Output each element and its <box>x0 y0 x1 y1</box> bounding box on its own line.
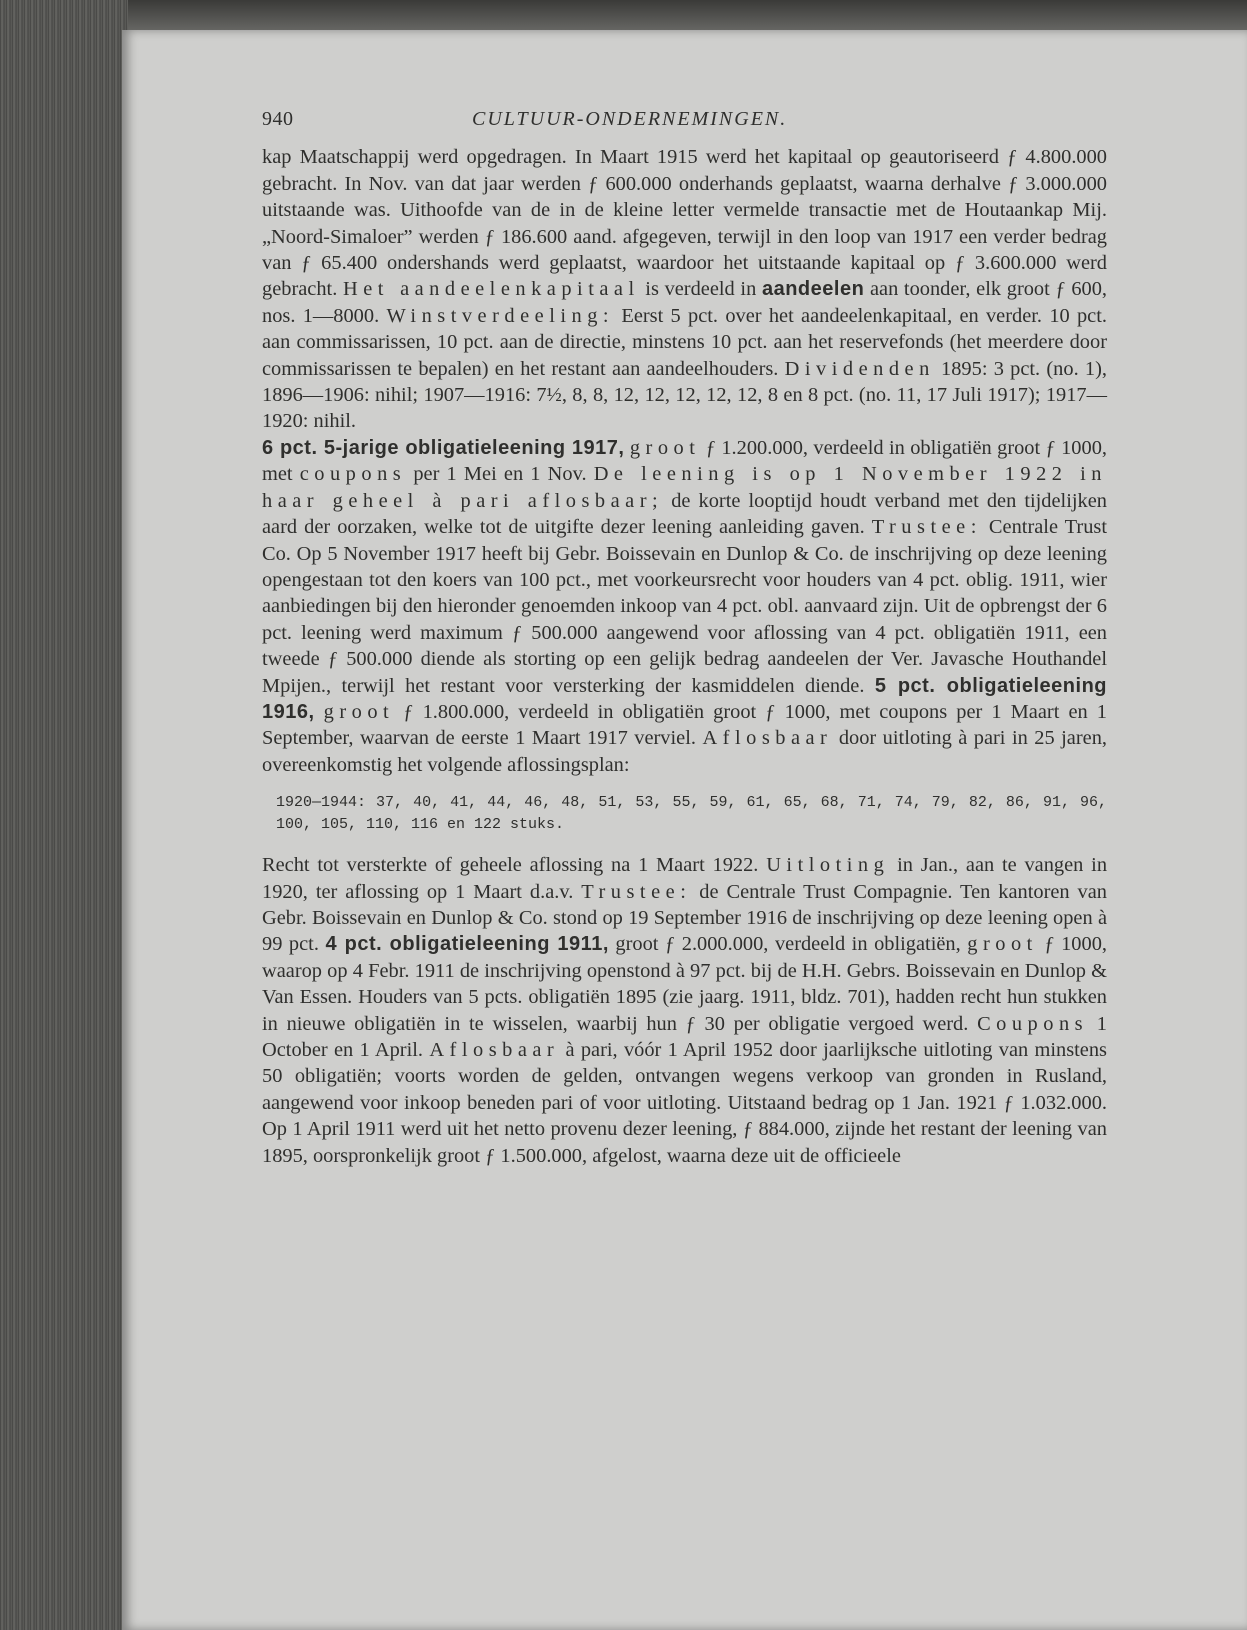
page-number: 940 <box>262 108 294 130</box>
text-run: 1895: 3 pct. (no. 1), 1896—1906: nihil; 1907—1916: 7½, 8, 8, 12, 12, 12, 12, 12, 8 en 8 pct. (no. 11, 17 Juli 1917); 1917—1920: nihil. <box>262 357 1107 433</box>
spaced-text: coupons <box>299 463 407 486</box>
text-run: Eerst 5 pct. over het aandeelenkapitaal, en verder. 10 pct. aan commissarissen, 10 pct. aan de directie, minstens 10 pct. aan het reservefonds (het meerdere door commissarissen te bepalen) en het restant aan aandeelhouders. <box>262 304 1107 380</box>
text-run: Centrale Trust Co. Op 5 November 1917 heeft bij Gebr. Boissevain en Dunlop & Co. de inschrijving op deze leening opengestaan tot den koers van 100 pct., met voorkeursrecht voor houders van 4 pct. oblig. 1911, wier aanbiedingen bij den hieronder genoemden inkoop van 4 pct. obl. aanvaard zijn. Uit de opbrengst der 6 pct. leening werd maximum ƒ 500.000 aangewend voor aflossing van 4 pct. obligatiën 1911, een tweede ƒ 500.000 diende als storting op een gelijk bedrag aandeelen der Ver. Javasche Houthandel Mpijen., terwijl het restant voor versterking der kasmiddelen diende. <box>262 516 1108 697</box>
running-header <box>262 106 1107 132</box>
spaced-text: Dividenden <box>784 357 935 380</box>
text-run: à pari, vóór 1 April 1952 door jaarlijksche uitloting van minstens 50 obligatiën; voorts worden de gelden, ontvangen wegens verkoop van gronden in Rusland, aangewend voor inkoop beneden pari of voor uitloting. Uitstaand bedrag op 1 Jan. 1921 ƒ 1.032.000. Op 1 April 1911 werd uit het netto provenu dezer leening, ƒ 884.000, zijnde het restant der leening van 1895, oorspronkelijk groot ƒ 1.500.000, afgelost, waarna deze uit de officieele <box>262 1039 1107 1167</box>
text-run: ƒ 1.800.000, verdeeld in obligatiën groot ƒ 1000, met coupons per 1 Maart en 1 September, waarvan de eerste 1 Maart 1917 verviel. <box>262 700 1107 750</box>
bold-heading: 6 pct. 5-jarige obligatieleening 1917, <box>262 436 625 459</box>
bold-heading: aandeelen <box>761 278 865 301</box>
spaced-text: Aflosbaar <box>429 1039 560 1061</box>
spaced-text: Aflosbaar <box>702 727 833 750</box>
spaced-text: Coupons <box>977 1012 1089 1035</box>
text-run: Recht tot versterkte of geheele aflossing na 1 Maart 1922. <box>262 854 767 877</box>
spaced-text: Uitloting <box>766 854 890 877</box>
book-page-edges <box>0 0 128 1630</box>
text-run: ƒ 1.200.000, verdeeld in obligatiën groot ƒ 1000, met <box>262 436 1107 486</box>
spaced-text: De leening is op 1 November 1922 in haar geheel à pari aflosbaar; <box>262 463 1107 512</box>
spaced-text: groot <box>323 700 395 723</box>
spaced-text: Winstverdeeling: <box>386 304 615 327</box>
spaced-text: Trustee: <box>581 880 692 903</box>
page-text <box>262 106 1107 1169</box>
redemption-schedule: 1920—1944: 37, 40, 41, 44, 46, 48, 51, 53, 55, 59, 61, 65, 68, 71, 74, 79, 82, 86, 91, 96, 100, 105, 110, 116 en 122 stuks. <box>276 794 1107 834</box>
paragraph-loan-1917 <box>262 435 1107 778</box>
text-run: groot ƒ 2.000.000, verdeeld in obligatiën, <box>608 933 968 956</box>
spaced-text: Trustee: <box>871 516 982 539</box>
bold-heading: 5 pct. obligatieleening 1916, <box>262 674 1107 723</box>
book-top-edge <box>0 0 1247 34</box>
text-run: is verdeeld in <box>639 278 762 301</box>
text-run: ƒ 1000, waarop op 4 Febr. 1911 de inschrijving openstond à 97 pct. bij de H.H. Gebrs. Boissevain en Dunlop & Van Essen. Houders van 5 pcts. obligatiën 1895 (zie jaarg. 1911, bldz. 701), hadden recht hun stukken in nieuwe obligatiën in te wisselen, waarbij hun ƒ 30 per obligatie vergoed werd. <box>262 933 1107 1035</box>
spaced-text: groot <box>629 436 701 459</box>
text-run: per 1 Mei en 1 Nov. <box>406 463 594 486</box>
paragraph-capital <box>262 144 1107 434</box>
bold-heading: 4 pct. obligatieleening 1911, <box>325 933 609 956</box>
text-run: kap Maatschappij werd opgedragen. In Maart 1915 werd het kapitaal op geautoriseerd ƒ 4.800.000 gebracht. In Nov. van dat jaar werden ƒ 600.000 onderhands geplaatst, waarna derhalve ƒ 3.000.000 uitstaande was. Uithoofde van de in de kleine letter vermelde transactie met de Houtaankap Mij. „Noord-Simaloer” werden ƒ 186.600 aand. afgegeven, terwijl in den loop van 1917 een verder bedrag van ƒ 65.400 ondershands werd geplaatst, waardoor het uitstaande kapitaal op ƒ 3.600.000 werd gebracht. <box>262 146 1107 301</box>
paragraph-loan-1911 <box>262 852 1107 1169</box>
spaced-text: groot <box>967 933 1038 956</box>
text-run: aan toonder, elk groot ƒ 600, nos. 1—8000. <box>262 278 1108 327</box>
text-run: 1 October en 1 April. <box>262 1012 1107 1061</box>
spaced-text: Het aandeelenkapitaal <box>342 278 640 301</box>
text-run: in Jan., aan te vangen in 1920, ter aflossing op 1 Maart d.a.v. <box>262 854 1108 903</box>
text-run: door uitloting à pari in 25 jaren, overeenkomstig het volgende aflossingsplan: <box>262 727 1107 776</box>
section-title: CULTUUR-ONDERNEMINGEN. <box>472 108 788 130</box>
text-run: de Centrale Trust Compagnie. Ten kantoren van Gebr. Boissevain en Dunlop & Co. stond op 19 September 1916 de inschrijving op deze leening open à 99 pct. <box>262 880 1107 956</box>
text-run: de korte looptijd houdt verband met den tijdelijken aard der oorzaken, welke tot de uitgifte dezer leening aanleiding gaven. <box>262 489 1107 539</box>
